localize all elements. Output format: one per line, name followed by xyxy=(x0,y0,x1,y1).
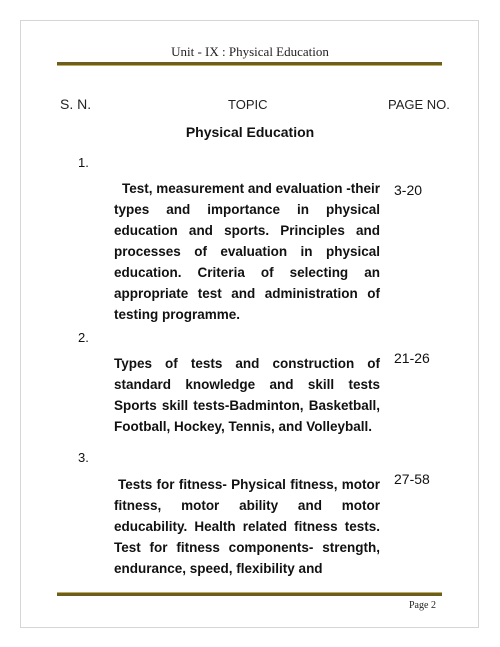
column-header-topic: TOPIC xyxy=(228,97,268,112)
page-header-title: Unit - IX : Physical Education xyxy=(171,44,329,59)
section-title: Physical Education xyxy=(185,124,315,140)
entry-page-range: 27-58 xyxy=(394,471,430,487)
column-header-page: PAGE NO. xyxy=(388,97,450,112)
entry-number: 1. xyxy=(78,155,89,170)
entry-number: 3. xyxy=(78,450,89,465)
entry-page-range: 21-26 xyxy=(394,350,430,366)
column-header-sn: S. N. xyxy=(60,96,92,112)
footer-rule xyxy=(57,592,442,596)
entry-topic-text: Types of tests and construction of standard knowledge and skill tests Sports skill tests-Badminton, Basketball, Football, Hockey, Tennis, and Volleyball. xyxy=(114,356,380,434)
footer-page-number: Page 2 xyxy=(409,600,436,611)
header-rule xyxy=(57,62,442,66)
entry-page-range: 3-20 xyxy=(394,182,423,198)
entry-topic-text: Test, measurement and evaluation -their types and importance in physical education and sports. Principles and processes of evaluation in physical education. Criteria of selecting an appropriate test and administration of testing programme. xyxy=(114,181,380,322)
entry-topic-text: Tests for fitness- Physical fitness, motor fitness, motor ability and motor educability. Health related fitness tests. Test for fitness components- strength, endurance, speed, flexibility and xyxy=(114,477,380,576)
entry-number: 2. xyxy=(78,330,89,345)
